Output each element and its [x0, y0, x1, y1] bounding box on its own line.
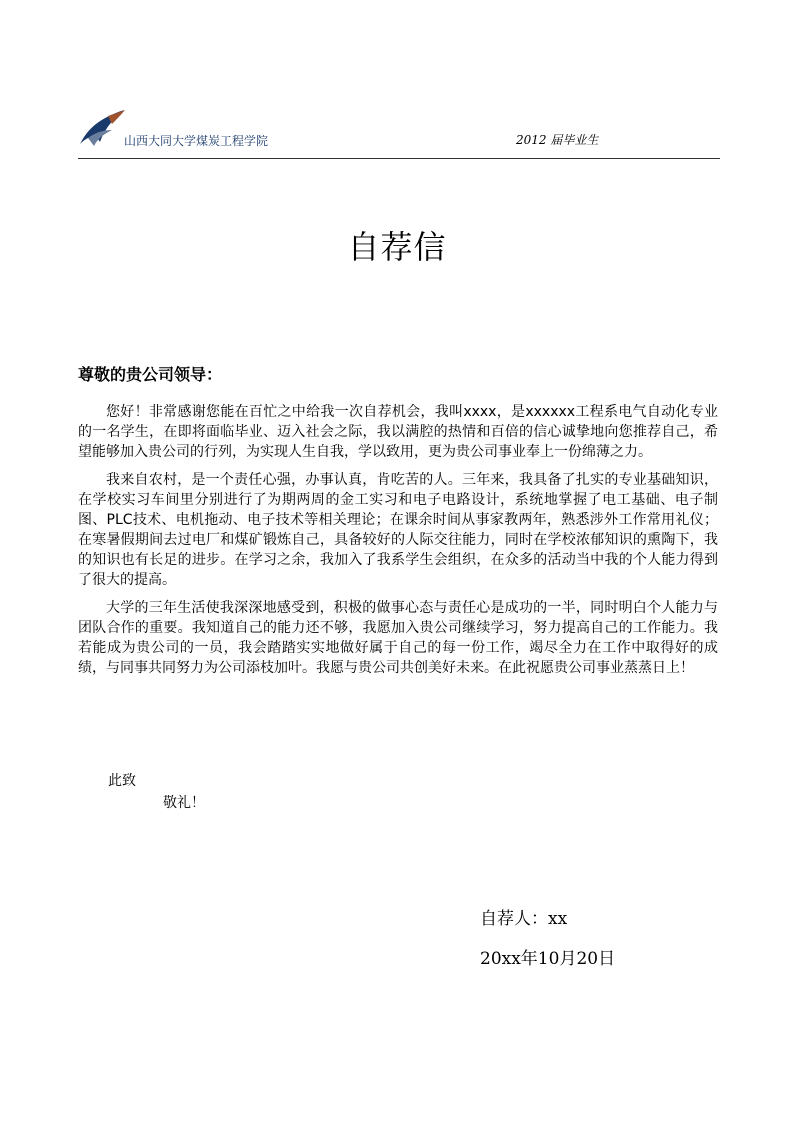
- signer: 自荐人：xx: [480, 909, 568, 929]
- signature-date: 20xx年10月20日: [480, 949, 616, 969]
- header-divider: [78, 158, 720, 159]
- paragraph-2: 我来自农村，是一个责任心强，办事认真，肯吃苦的人。三年来，我具备了扎实的专业基础知识，在学校实习车间里分别进行了为期两周的金工实习和电子电路设计，系统地掌握了电工基础、电子制图、PLC技术、电机拖动、电子技术等相关理论；在课余时间从事家教两年，熟悉涉外工作常用礼仪；在寒暑假期间去过电厂和煤矿锻炼自己，具备较好的人际交往能力，同时在学校浓郁知识的熏陶下，我的知识也有长足的进步。在学习之余，我加入了我系学生会组织，在众多的活动当中我的个人能力得到了很大的提高。: [78, 472, 718, 588]
- closing-line-2: 敬礼！: [163, 795, 205, 811]
- page-title: 自荐信: [347, 228, 447, 266]
- salutation: 尊敬的贵公司领导：: [78, 365, 223, 384]
- school-name: 山西大同大学煤炭工程学院: [124, 134, 269, 148]
- graduation-year: 2012 届毕业生: [516, 133, 599, 147]
- closing-line-1: 此致: [108, 773, 136, 789]
- letter-header: [78, 104, 720, 160]
- paragraph-1: 您好！非常感谢您能在百忙之中给我一次自荐机会，我叫xxxx，是xxxxxx工程系电气自动化专业的一名学生，在即将面临毕业、迈入社会之际，我以满腔的热情和百倍的信心诚挚地向您推荐自己，希望能够加入贵公司的行列，为实现人生自我，学以致用，更为贵公司事业奉上一份绵薄之力。: [78, 404, 718, 460]
- paragraph-3: 大学的三年生活使我深深地感受到，积极的做事心态与责任心是成功的一半，同时明白个人能力与团队合作的重要。我知道自己的能力还不够，我愿加入贵公司继续学习，努力提高自己的工作能力。我若能成为贵公司的一员，我会踏踏实实地做好属于自己的每一份工作，竭尽全力在工作中取得好的成绩，与同事共同努力为公司添枝加叶。我愿与贵公司共创美好未来。在此祝愿贵公司事业蒸蒸日上！: [78, 600, 718, 676]
- letter-body: [78, 402, 718, 686]
- school-logo-icon: [78, 108, 126, 148]
